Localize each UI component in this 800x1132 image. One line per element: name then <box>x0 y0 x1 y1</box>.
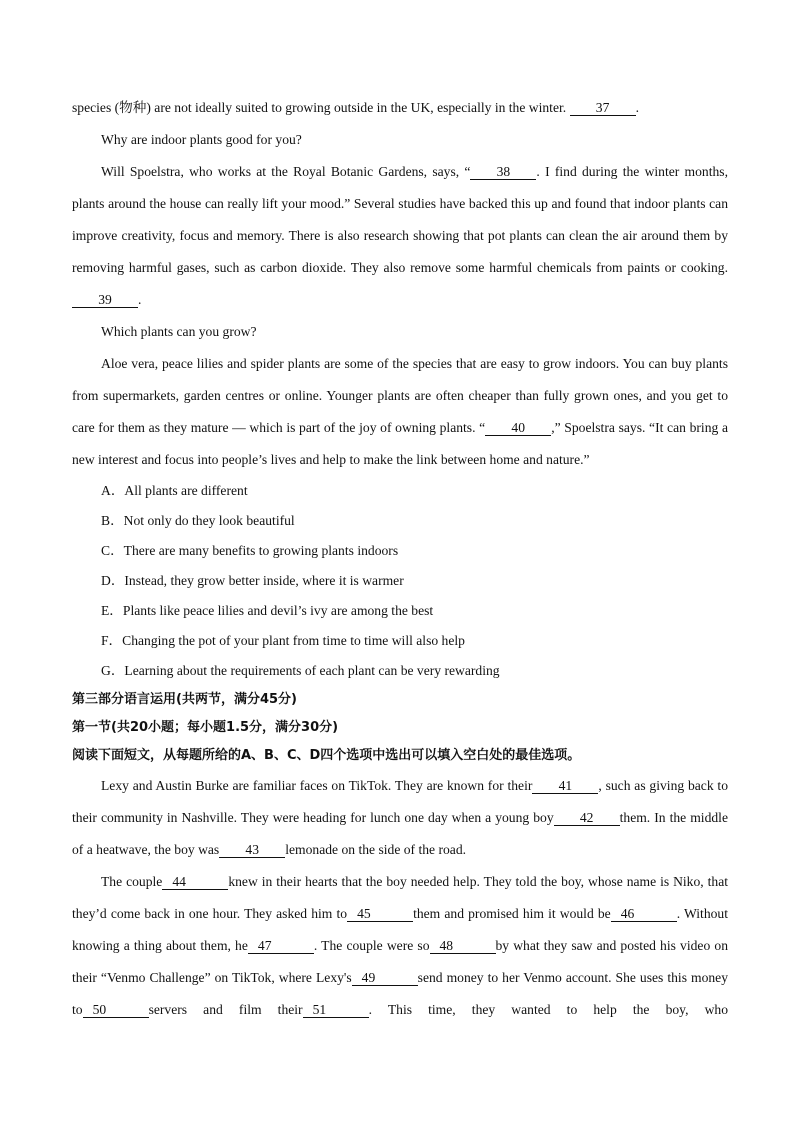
blank-44: 44 <box>162 874 228 890</box>
paragraph-aloe: Aloe vera, peace lilies and spider plants are some of the species that are easy to grow indoors. You can buy plants from supermarkets, garden centres or online. Younger plants are often cheaper than fully grown ones, and you get to care for them as they mature — which is part of the joy of owning plants. “ 40 ,” Spoelstra says. “It can bring a new interest and focus into people’s lives and help to make the link between home and nature.” <box>72 356 728 467</box>
blank-42: 42 <box>554 810 620 826</box>
blank-46: 46 <box>611 906 677 922</box>
blank-48: 48 <box>430 938 496 954</box>
paragraph-spoelstra: Will Spoelstra, who works at the Royal Botanic Gardens, says, “ 38 . I find during the winter months, plants around the house can really lift your mood.” Several studies have backed this up and found that indoor plants can improve creativity, focus and memory. There is also research showing that pot plants can clean the air around them by removing harmful gases, such as carbon dioxide. They also remove some harmful chemicals from paints or cooking. 39 . <box>72 164 728 307</box>
section-part3-heading: 第三部分语言运用(共两节，满分45分) <box>72 692 297 707</box>
options-list <box>72 476 728 686</box>
blank-39: 39 <box>72 292 138 308</box>
blank-51: 51 <box>303 1002 369 1018</box>
blank-41: 41 <box>532 778 598 794</box>
question-heading-good: Why are indoor plants good for you? <box>101 132 302 147</box>
blank-37: 37 <box>570 100 636 116</box>
question-heading-which: Which plants can you grow? <box>101 324 257 339</box>
option-a: A．All plants are different <box>101 483 248 498</box>
cloze-paragraph-2: The couple 44 knew in their hearts that the boy needed help. They told the boy, whose name is Niko, that they’d come back in one hour. They asked him to 45 them and promised him it would be 46 . Without knowing a thing about them, he 47 . The couple were so 48 by what they saw and posted his video on their “Venmo Challenge” on TikTok, where Lexy's 49 send money to her Venmo account. She uses this money to 50 servers and film their 51 . This time, they wanted to help the boy, who <box>72 874 729 1017</box>
option-d: D．Instead, they grow better inside, where it is warmer <box>101 573 404 588</box>
section-1-heading: 第一节(共20小题；每小题1.5分，满分30分) <box>72 720 339 735</box>
blank-45: 45 <box>347 906 413 922</box>
option-g: G．Learning about the requirements of each plant can be very rewarding <box>101 663 500 678</box>
blank-40: 40 <box>485 420 551 436</box>
blank-47: 47 <box>248 938 314 954</box>
option-b: B．Not only do they look beautiful <box>101 513 295 528</box>
section-instructions: 阅读下面短文，从每题所给的A、B、C、D四个选项中选出可以填入空白处的最佳选项。 <box>72 748 581 763</box>
blank-38: 38 <box>470 164 536 180</box>
option-c: C．There are many benefits to growing plants indoors <box>101 543 399 558</box>
option-e: E．Plants like peace lilies and devil’s ivy are among the best <box>101 603 434 618</box>
blank-43: 43 <box>219 842 285 858</box>
document-page <box>72 92 728 1026</box>
blank-50: 50 <box>83 1002 149 1018</box>
option-f: F．Changing the pot of your plant from time to time will also help <box>101 633 465 648</box>
paragraph-species: species (物种) are not ideally suited to growing outside in the UK, especially in the winter. 37 . <box>72 100 639 115</box>
blank-49: 49 <box>352 970 418 986</box>
cloze-paragraph-1: Lexy and Austin Burke are familiar faces on TikTok. They are known for their 41 , such as giving back to their community in Nashville. They were heading for lunch one day when a young boy 42 them. In the middle of a heatwave, the boy was 43 lemonade on the side of the road. <box>72 778 728 857</box>
